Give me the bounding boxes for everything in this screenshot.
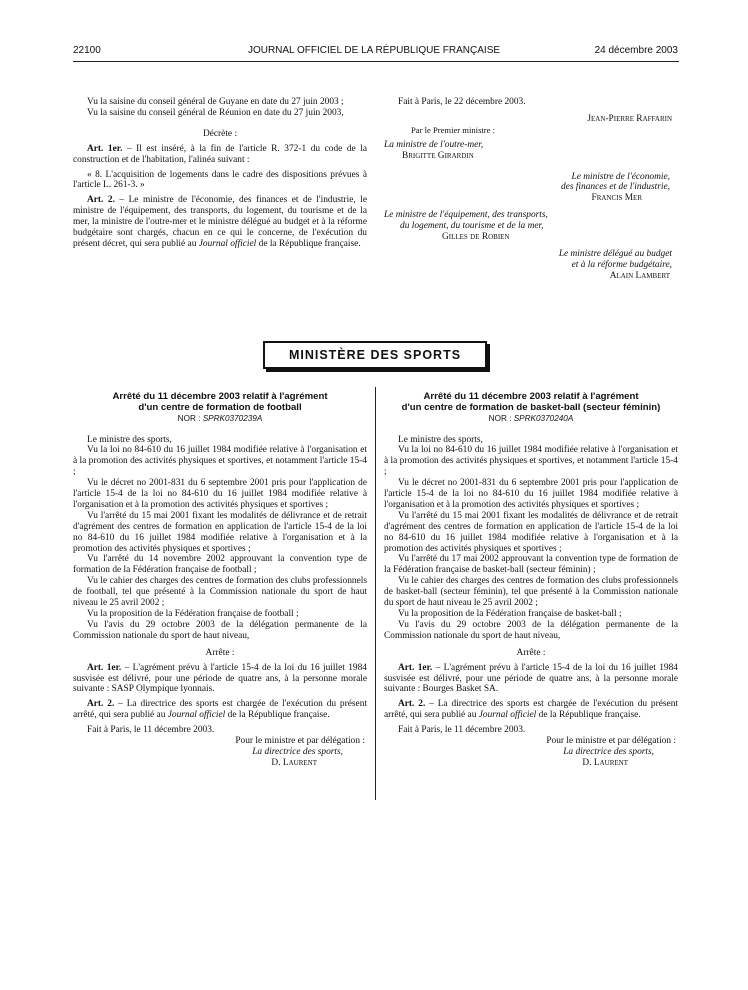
- delegation-line: Pour le ministre et par délégation :: [235, 736, 365, 747]
- minister-1-role: La ministre de l'outre-mer,: [384, 139, 484, 150]
- pm-name: Jean-Pierre Raffarin: [587, 113, 672, 124]
- arrete-basketball: [384, 392, 678, 769]
- minister-1-name: Brigitte Girardin: [402, 150, 474, 161]
- article-label: Art. 1er.: [87, 143, 123, 154]
- nor-reference: NOR : SPRK0370240A: [488, 413, 574, 423]
- ministry-heading: MINISTÈRE DES SPORTS: [288, 348, 462, 362]
- visa-guyane: Vu la saisine du conseil général de Guyane en date du 27 juin 2003 ;: [87, 97, 344, 107]
- article-label: Art. 2.: [87, 195, 115, 206]
- arrete-fait: Fait à Paris, le 11 décembre 2003.: [87, 725, 215, 736]
- visa-paragraph: Vu l'avis du 29 octobre 2003 de la délégation permanente de la Commission nationale du sport de haut niveau,: [73, 619, 367, 641]
- arrete-fait: Fait à Paris, le 11 décembre 2003.: [398, 725, 526, 736]
- visa-paragraph: Vu le cahier des charges des centres de formation des clubs professionnels de basket-ball (secteur féminin), tel que présenté à la Commission nationale du sport de haut niveau le 25 avril 2002 ;: [384, 576, 678, 609]
- decree-article-1: Art. 1er. – Il est inséré, à la fin de l'article R. 372-1 du code de la construction et de l'habitation, l'alinéa suivant :: [73, 143, 367, 165]
- arrete-heading: Arrête :: [516, 647, 546, 658]
- pm-by: Par le Premier ministre :: [411, 124, 496, 135]
- visa-paragraph: Vu l'arrêté du 15 mai 2001 fixant les modalités de délivrance et de retrait d'agrément des centres de formation en application de l'article 15-4 de la loi no 84-610 du 16 juillet 1984 modifiée relative à l'organisation et à la promotion des activités physiques et sportives ;: [384, 510, 678, 554]
- visa-paragraph: Vu l'arrêté du 17 mai 2002 approuvant la convention type de formation de la Fédération française de basket-ball (secteur féminin) ;: [384, 554, 678, 576]
- arrete-article-2: Art. 2. – La directrice des sports est chargée de l'exécution du présent arrêté, qui sera publié au Journal officiel de la République française.: [384, 699, 678, 721]
- decree-quote: « 8. L'acquisition de logements dans le cadre des dispositions prévues à l'article L. 261-3. »: [73, 169, 367, 191]
- signatory-name: D. Laurent: [582, 757, 628, 768]
- minister-3-name: Gilles de Robien: [442, 232, 510, 243]
- decree-text-column: [73, 97, 367, 250]
- visa-paragraph: Vu l'arrêté du 14 novembre 2002 approuvant la convention type de formation de la Fédération française de football ;: [73, 554, 367, 576]
- minister-intro: Le ministre des sports,: [398, 434, 483, 445]
- journal-title: JOURNAL OFFICIEL DE LA RÉPUBLIQUE FRANÇAISE: [247, 45, 501, 56]
- arrete-title: Arrêté du 11 décembre 2003 relatif à l'agrément d'un centre de formation de basket-ball (secteur féminin): [401, 391, 661, 413]
- minister-2-role: Le ministre de l'économie,: [571, 171, 670, 182]
- visa-paragraph: Vu le décret no 2001-831 du 6 septembre 2001 pris pour l'application de l'article 15-4 de la loi no 84-610 du 16 juillet 1984 modifiée relative à l'organisation et à la promotion des activités physiques et sportives ;: [384, 478, 678, 510]
- visa-paragraph: Vu le cahier des charges des centres de formation des clubs professionnels de football, tel que présenté à la Commission nationale du sport de haut niveau le 25 avril 2002 ;: [73, 576, 367, 609]
- column-divider: [375, 387, 376, 800]
- visa-paragraph: Vu l'arrêté du 15 mai 2001 fixant les modalités de délivrance et de retrait d'agrément des centres de formation en application de l'article 15-4 de la loi no 84-610 du 16 juillet 1984 modifiée relative à l'organisation et à la promotion des activités physiques et sportives ;: [73, 510, 367, 554]
- decree-article-2: Art. 2. – Le ministre de l'économie, des finances et de l'industrie, le ministre de l'équipement, des transports, du logement, du tourisme et de la mer, la ministre de l'outre-mer et le ministre délégué au budget et à la réforme budgétaire sont chargés, chacun en ce qui le concerne, de l'exécution du présent décret, qui sera publié au Journal officiel de la République française.: [73, 195, 367, 249]
- arrete-article-1: Art. 1er. – L'agrément prévu à l'article 15-4 de la loi du 16 juillet 1984 susvisée est délivré, pour une période de quatre ans, à la personne morale suivante : SASP Olympique lyonnais.: [73, 662, 367, 695]
- visa-paragraph: Vu l'avis du 29 octobre 2003 de la délégation permanente de la Commission nationale du sport de haut niveau,: [384, 619, 678, 641]
- header-rule: [73, 61, 679, 62]
- arrete-article-1: Art. 1er. – L'agrément prévu à l'article 15-4 de la loi du 16 juillet 1984 susvisée est délivré, pour une période de quatre ans, à la personne morale suivante : Bourges Basket SA.: [384, 662, 678, 695]
- signatory-role: La directrice des sports,: [252, 746, 343, 757]
- nor-reference: NOR : SPRK0370239A: [177, 413, 263, 423]
- signatory-role: La directrice des sports,: [563, 746, 654, 757]
- issue-date: 24 décembre 2003: [594, 45, 678, 56]
- decrete-heading: Décrète :: [202, 128, 238, 139]
- visa-paragraph: Vu la proposition de la Fédération française de football ;: [87, 609, 299, 619]
- minister-4-name: Alain Lambert: [609, 270, 670, 281]
- decree-fait: Fait à Paris, le 22 décembre 2003.: [398, 97, 526, 107]
- minister-2-name: Francis Mer: [591, 193, 642, 204]
- visa-reunion: Vu la saisine du conseil général de Réunion en date du 27 juin 2003,: [87, 107, 344, 118]
- visa-paragraph: Vu la proposition de la Fédération française de basket-ball ;: [398, 609, 622, 619]
- signature-block: Fait à Paris, le 22 décembre 2003. Jean-Pierre Raffarin Par le Premier ministre : La ministre de l'outre-mer, Brigitte Girardin Le ministre de l'économie, des finances et de l'industrie, Francis Mer Le ministre de l'équipement, des transports, du logement, du tourisme et de la mer, Gilles de Robien Le ministre délégué au budget et à la réforme budgétaire, Alain Lambert: [384, 97, 678, 282]
- visa-paragraph: Vu la loi no 84-610 du 16 juillet 1984 modifiée relative à l'organisation et à la promotion des activités physiques et sportives, et notamment l'article 15-4 ;: [73, 445, 367, 478]
- visa-paragraph: Vu le décret no 2001-831 du 6 septembre 2001 pris pour l'application de l'article 15-4 de la loi no 84-610 du 16 juillet 1984 modifiée relative à l'organisation et à la promotion des activités physiques et sportives ;: [73, 478, 367, 510]
- visa-paragraph: Vu la loi no 84-610 du 16 juillet 1984 modifiée relative à l'organisation et à la promotion des activités physiques et sportives, et notamment l'article 15-4 ;: [384, 445, 678, 478]
- delegation-line: Pour le ministre et par délégation :: [546, 736, 676, 747]
- minister-3-role: Le ministre de l'équipement, des transports,: [384, 210, 548, 221]
- ministry-heading-box: [263, 341, 487, 369]
- page-number: 22100: [73, 45, 101, 56]
- minister-4-role: Le ministre délégué au budget: [558, 248, 672, 259]
- arrete-heading: Arrête :: [205, 647, 235, 658]
- signatory-name: D. Laurent: [271, 757, 317, 768]
- arrete-football: [73, 392, 367, 769]
- arrete-title: Arrêté du 11 décembre 2003 relatif à l'agrément d'un centre de formation de football: [112, 391, 328, 413]
- minister-intro: Le ministre des sports,: [87, 434, 172, 445]
- arrete-article-2: Art. 2. – La directrice des sports est chargée de l'exécution du présent arrêté, qui sera publié au Journal officiel de la République française.: [73, 699, 367, 721]
